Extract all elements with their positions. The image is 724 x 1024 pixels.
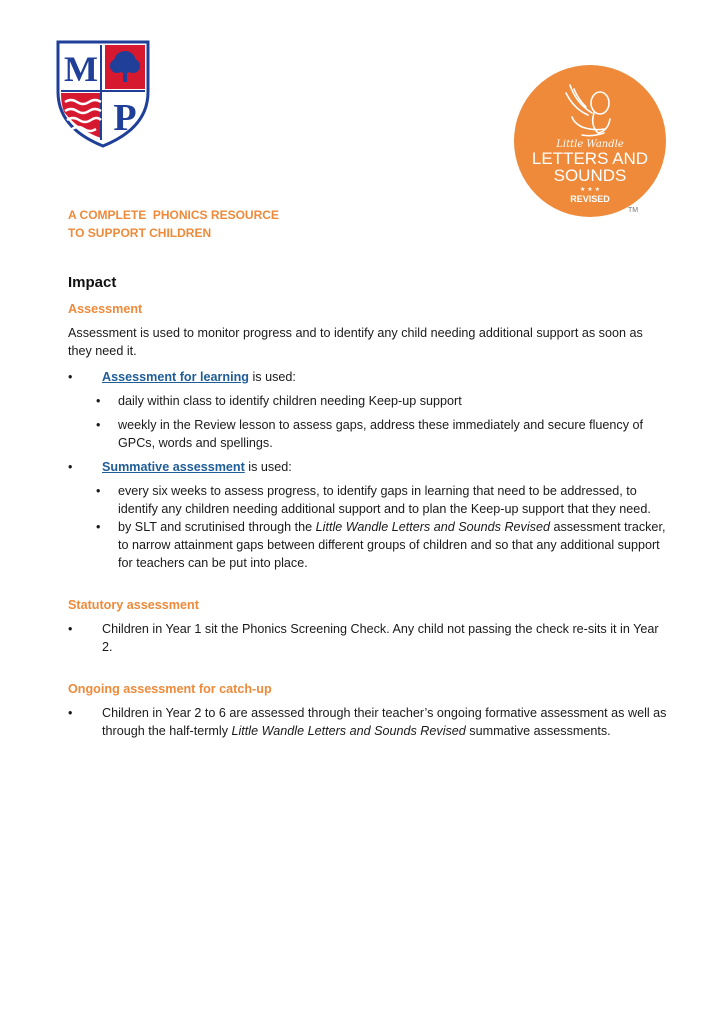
bullet-summative-assessment: [68, 458, 668, 476]
assessment-heading: Assessment: [68, 302, 143, 316]
badge-stars: ★ ★ ★: [580, 186, 600, 193]
tagline-line-2: TO SUPPORT CHILDREN: [68, 226, 212, 240]
bullet-dot-icon: •: [96, 484, 101, 498]
catch-up-text-post: summative assessments.: [465, 724, 611, 738]
bullet-dot-icon: •: [96, 418, 101, 432]
afl-item-text: daily within class to identify children needing Keep-up support: [118, 394, 462, 408]
badge-title-line1: LETTERS AND: [531, 149, 649, 168]
bullet-dot-icon: •: [68, 370, 73, 384]
statutory-assessment-heading: Statutory assessment: [68, 598, 199, 612]
summative-item-text-pre: by SLT and scrutinised through the: [118, 520, 316, 534]
afl-suffix: is used:: [248, 370, 296, 384]
bullet-dot-icon: •: [96, 394, 101, 408]
bullet-dot-icon: •: [96, 520, 101, 534]
main-content: [68, 274, 668, 746]
summative-item-six-weeks: [68, 482, 668, 518]
badge-revised: REVISED: [570, 194, 610, 204]
crest-letter-p: P: [113, 97, 137, 139]
bullet-dot-icon: •: [68, 460, 73, 474]
statutory-text: Children in Year 1 sit the Phonics Screening Check. Any child not passing the check re-sits it in Year 2.: [102, 622, 659, 654]
bullet-assessment-for-learning: [68, 368, 668, 386]
statutory-item: [68, 620, 668, 656]
summative-item-slt: [68, 518, 668, 572]
little-wandle-badge-logo: [512, 63, 668, 219]
school-crest-logo: [56, 40, 150, 148]
summative-item-text: every six weeks to assess progress, to identify gaps in learning that need to be addressed, to identify any children needing additional support and to plan the Keep-up support that they need.: [118, 484, 651, 516]
tagline-line-1: A COMPLETE PHONICS RESOURCE: [68, 208, 279, 222]
summative-item-text-post: assessment tracker, to narrow attainment gaps between different groups of children and so that any additional support for teachers can be put into place.: [118, 520, 666, 570]
crest-letter-m: M: [64, 49, 98, 89]
bullet-dot-icon: •: [68, 622, 73, 636]
afl-item-daily: [68, 392, 668, 410]
impact-heading: Impact: [68, 274, 117, 291]
tagline: [68, 206, 279, 242]
badge-title-line2: SOUNDS: [553, 166, 627, 185]
programme-name: Little Wandle Letters and Sounds Revised: [231, 724, 466, 738]
afl-item-weekly: [68, 416, 668, 452]
trademark-symbol: TM: [628, 207, 639, 214]
bullet-dot-icon: •: [68, 706, 73, 720]
catch-up-text-pre: Children in Year 2 to 6 are assessed through their teacher’s ongoing formative assessment as well as through the half-termly: [102, 706, 667, 738]
badge-brand-text: Little Wandle: [556, 139, 624, 150]
catch-up-item: [68, 704, 668, 740]
summative-assessment-link[interactable]: Summative assessment: [102, 460, 245, 474]
summative-suffix: is used:: [244, 460, 292, 474]
assessment-for-learning-link[interactable]: Assessment for learning: [102, 370, 249, 384]
assessment-intro: Assessment is used to monitor progress and to identify any child needing additional support as soon as they need it.: [68, 326, 643, 358]
programme-name: Little Wandle Letters and Sounds Revised: [315, 520, 550, 534]
catch-up-assessment-heading: Ongoing assessment for catch-up: [68, 682, 272, 696]
afl-item-text: weekly in the Review lesson to assess gaps, address these immediately and secure fluency of GPCs, words and spellings.: [118, 418, 644, 450]
